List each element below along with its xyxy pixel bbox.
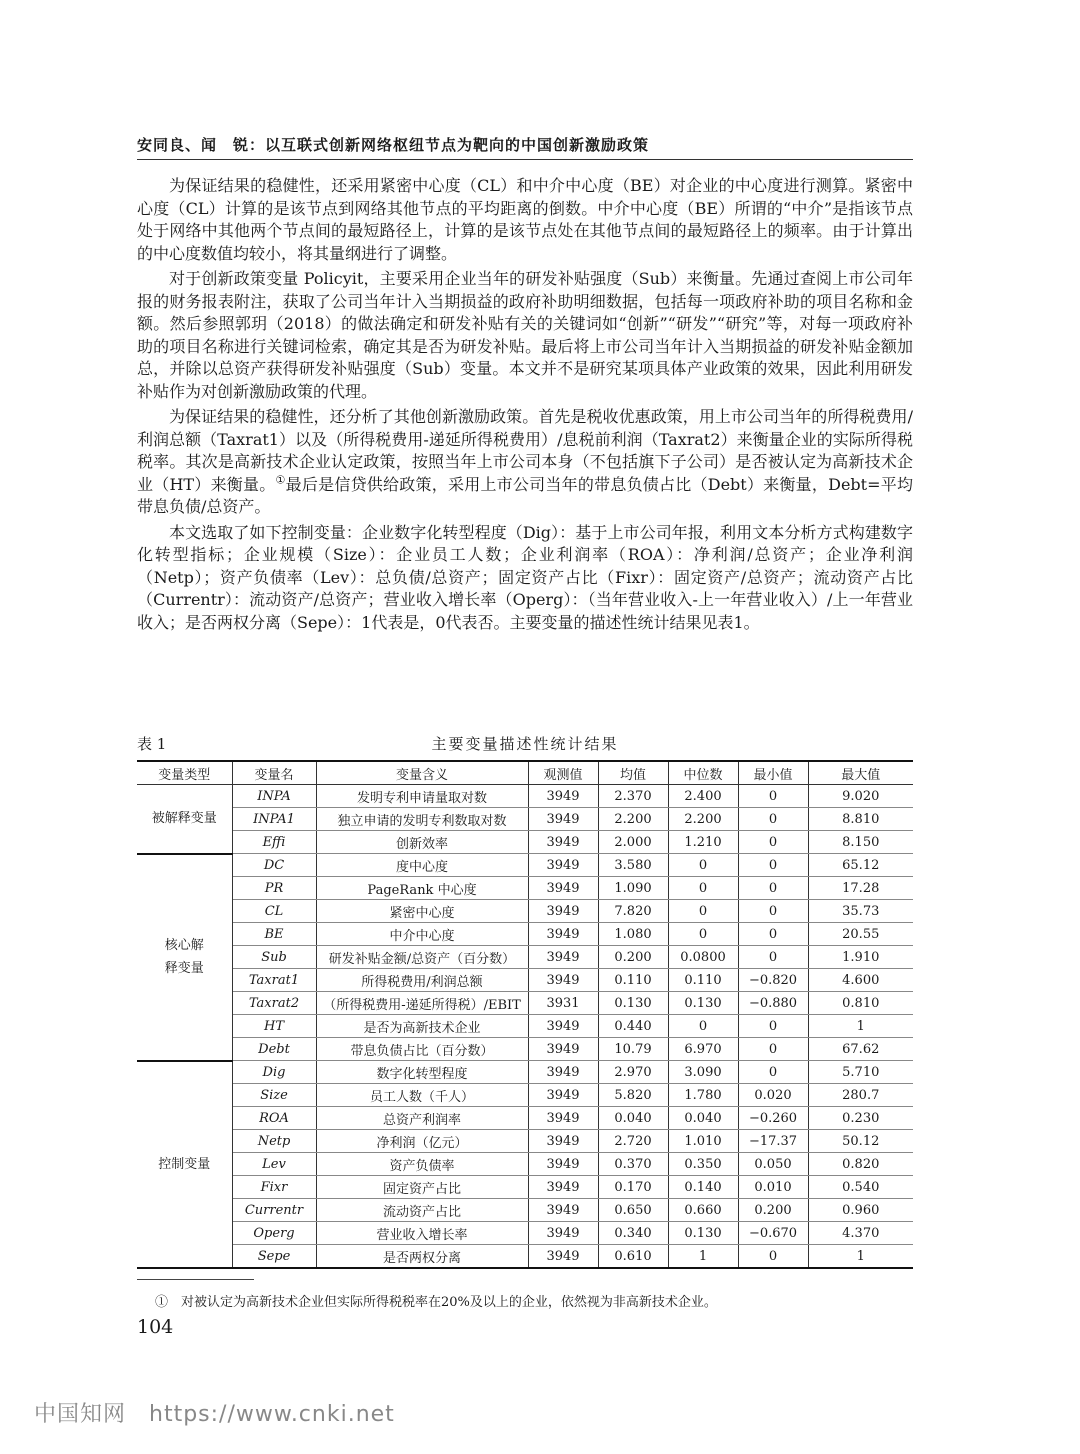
table-row <box>137 785 913 808</box>
stat-cell: 0.0800 <box>668 946 738 969</box>
table-header-row <box>137 761 913 785</box>
stat-cell: 0 <box>738 946 808 969</box>
group-label-cell: 控制变量 <box>137 1061 232 1269</box>
running-header: 安同良、闻 锐：以互联式创新网络枢纽节点为靶向的中国创新激励政策 <box>137 136 650 154</box>
header-rule <box>137 159 913 160</box>
table-row <box>137 1084 913 1107</box>
paragraph-3-text: 为保证结果的稳健性，还分析了其他创新激励政策。首先是税收优惠政策，用上市公司当年的所得税费用/利润总额（Taxrat1）以及（所得税费用-递延所得税费用）/息税前利润（Taxrat2）来衡量企业的实际所得税税率。其次是高新技术企业认定政策，按照当年上市公司本身（不包括旗下子公司）是否被认定为高新技术企业（HT）来衡量。 <box>137 407 913 494</box>
stat-cell: 50.12 <box>808 1130 913 1153</box>
variable-name-cell: INPA1 <box>232 808 316 831</box>
variable-meaning-cell: 员工人数（千人） <box>316 1084 528 1107</box>
variable-name-cell: Sepe <box>232 1245 316 1269</box>
stat-cell: 1.080 <box>598 923 668 946</box>
variable-meaning-cell: 发明专利申请量取对数 <box>316 785 528 808</box>
variable-meaning-cell: 数字化转型程度 <box>316 1061 528 1084</box>
stat-cell: 1 <box>808 1015 913 1038</box>
stat-cell: 0.540 <box>808 1176 913 1199</box>
stat-cell: 3949 <box>528 969 598 992</box>
table-row <box>137 831 913 854</box>
variable-meaning-cell: 所得税费用/利润总额 <box>316 969 528 992</box>
paragraph-3 <box>137 406 913 519</box>
table-row <box>137 1153 913 1176</box>
stat-cell: −17.37 <box>738 1130 808 1153</box>
table-row <box>137 854 913 877</box>
variable-name-cell: Lev <box>232 1153 316 1176</box>
stat-cell: 2.200 <box>598 808 668 831</box>
stat-cell: 7.820 <box>598 900 668 923</box>
table-title-row <box>137 733 913 755</box>
page-number: 104 <box>137 1316 174 1338</box>
stat-cell: 3949 <box>528 1245 598 1269</box>
stat-cell: 8.810 <box>808 808 913 831</box>
stat-cell: 2.000 <box>598 831 668 854</box>
stat-cell: 0.610 <box>598 1245 668 1269</box>
header-cell: 最大值 <box>808 761 913 785</box>
variable-name-cell: DC <box>232 854 316 877</box>
variable-name-cell: Effi <box>232 831 316 854</box>
variable-meaning-cell: 带息负债占比（百分数） <box>316 1038 528 1061</box>
stat-cell: 3949 <box>528 877 598 900</box>
stat-cell: 0.050 <box>738 1153 808 1176</box>
stat-cell: 0.960 <box>808 1199 913 1222</box>
stat-cell: 0.040 <box>668 1107 738 1130</box>
stat-cell: 10.79 <box>598 1038 668 1061</box>
stat-cell: 3949 <box>528 946 598 969</box>
stat-cell: 3949 <box>528 1199 598 1222</box>
stat-cell: 3949 <box>528 831 598 854</box>
stat-cell: 3949 <box>528 1176 598 1199</box>
group-label-cell: 核心解释变量 <box>137 854 232 1061</box>
stat-cell: 3.090 <box>668 1061 738 1084</box>
stat-cell: 1 <box>808 1245 913 1269</box>
header-cell: 变量名 <box>232 761 316 785</box>
stat-cell: 0.170 <box>598 1176 668 1199</box>
stat-cell: 0.130 <box>668 992 738 1015</box>
stat-cell: 0 <box>738 831 808 854</box>
table-row <box>137 1107 913 1130</box>
variable-name-cell: Operg <box>232 1222 316 1245</box>
stat-cell: 0.230 <box>808 1107 913 1130</box>
stat-cell: 1.010 <box>668 1130 738 1153</box>
stat-cell: 5.820 <box>598 1084 668 1107</box>
variable-name-cell: HT <box>232 1015 316 1038</box>
table-row <box>137 808 913 831</box>
variable-name-cell: Size <box>232 1084 316 1107</box>
stat-cell: 0 <box>738 1245 808 1269</box>
stat-cell: 0.130 <box>668 1222 738 1245</box>
stat-cell: 0.110 <box>598 969 668 992</box>
stat-cell: 3949 <box>528 1084 598 1107</box>
stat-cell: 1 <box>668 1245 738 1269</box>
stat-cell: 0.200 <box>738 1199 808 1222</box>
stat-cell: 3931 <box>528 992 598 1015</box>
variable-meaning-cell: 独立申请的发明专利数取对数 <box>316 808 528 831</box>
stat-cell: 280.7 <box>808 1084 913 1107</box>
stat-cell: 3949 <box>528 923 598 946</box>
stat-cell: 0 <box>738 900 808 923</box>
stat-cell: 0.810 <box>808 992 913 1015</box>
stat-cell: 0.440 <box>598 1015 668 1038</box>
variable-meaning-cell: 营业收入增长率 <box>316 1222 528 1245</box>
stat-cell: 3949 <box>528 1015 598 1038</box>
stat-cell: 0 <box>738 923 808 946</box>
stat-cell: 3949 <box>528 1153 598 1176</box>
stat-cell: 0.140 <box>668 1176 738 1199</box>
paragraph-1: 为保证结果的稳健性，还采用紧密中心度（CL）和中介中心度（BE）对企业的中心度进行测算。紧密中心度（CL）计算的是该节点到网络其他节点的平均距离的倒数。中介中心度（BE）所谓的“中介”是指该节点处于网络中其他两个节点间的最短路径上，计算的是该节点处在其他节点间的最短路径上的频率。由于计算出的中心度数值均较小，将其量纲进行了调整。 <box>137 176 913 263</box>
stat-cell: 0.370 <box>598 1153 668 1176</box>
stat-cell: 1.780 <box>668 1084 738 1107</box>
stat-cell: 0 <box>738 785 808 808</box>
stat-cell: 1.090 <box>598 877 668 900</box>
table-row <box>137 992 913 1015</box>
cnki-watermark: 中国知网 https://www.cnki.net <box>34 1402 395 1427</box>
variable-meaning-cell: 是否为高新技术企业 <box>316 1015 528 1038</box>
stat-cell: 6.970 <box>668 1038 738 1061</box>
stat-cell: 0.820 <box>808 1153 913 1176</box>
stat-cell: 2.970 <box>598 1061 668 1084</box>
group-label-cell: 被解释变量 <box>137 785 232 854</box>
stat-cell: 8.150 <box>808 831 913 854</box>
header-cell: 最小值 <box>738 761 808 785</box>
stat-cell: 0.200 <box>598 946 668 969</box>
stat-cell: 67.62 <box>808 1038 913 1061</box>
stat-cell: 3949 <box>528 854 598 877</box>
table-row <box>137 1061 913 1084</box>
variable-meaning-cell: 资产负债率 <box>316 1153 528 1176</box>
header-cell: 均值 <box>598 761 668 785</box>
variable-meaning-cell: 创新效率 <box>316 831 528 854</box>
stat-cell: 3949 <box>528 1107 598 1130</box>
table-caption: 主要变量描述性统计结果 <box>431 735 619 753</box>
variable-name-cell: INPA <box>232 785 316 808</box>
stat-cell: 2.200 <box>668 808 738 831</box>
stat-cell: 2.370 <box>598 785 668 808</box>
stat-cell: 5.710 <box>808 1061 913 1084</box>
stat-cell: 3949 <box>528 900 598 923</box>
table-label: 表 1 <box>137 735 167 753</box>
stat-cell: −0.670 <box>738 1222 808 1245</box>
table-row <box>137 1199 913 1222</box>
table-row <box>137 900 913 923</box>
stat-cell: 3949 <box>528 808 598 831</box>
stat-cell: 0 <box>668 854 738 877</box>
variable-meaning-cell: 研发补贴金额/总资产（百分数） <box>316 946 528 969</box>
stat-cell: 2.400 <box>668 785 738 808</box>
table-row <box>137 1130 913 1153</box>
variable-name-cell: Debt <box>232 1038 316 1061</box>
paragraph-4: 本文选取了如下控制变量：企业数字化转型程度（Dig）：基于上市公司年报，利用文本分析方式构建数字化转型指标；企业规模（Size）：企业员工人数；企业利润率（ROA）：净利润/总资产；企业净利润（Netp）；资产负债率（Lev）：总负债/总资产；固定资产占比（Fixr）：固定资产/总资产；流动资产占比（Currentr）：流动资产/总资产；营业收入增长率（Operg）：（当年营业收入-上一年营业收入）/上一年营业收入；是否两权分离（Sepe）：1代表是，0代表否。主要变量的描述性统计结果见表1。 <box>137 522 913 632</box>
variable-meaning-cell: PageRank 中心度 <box>316 877 528 900</box>
stat-cell: 4.600 <box>808 969 913 992</box>
variable-meaning-cell: 净利润（亿元） <box>316 1130 528 1153</box>
table-row <box>137 1245 913 1269</box>
stat-cell: 0 <box>668 923 738 946</box>
stat-cell: 1.910 <box>808 946 913 969</box>
variable-meaning-cell: 流动资产占比 <box>316 1199 528 1222</box>
stat-cell: 0 <box>738 808 808 831</box>
stat-cell: −0.820 <box>738 969 808 992</box>
footnote-rule <box>137 1279 254 1280</box>
table-row <box>137 969 913 992</box>
variable-meaning-cell: 总资产利润率 <box>316 1107 528 1130</box>
header-cell: 中位数 <box>668 761 738 785</box>
stat-cell: 0.340 <box>598 1222 668 1245</box>
stat-cell: 20.55 <box>808 923 913 946</box>
variable-name-cell: PR <box>232 877 316 900</box>
stat-cell: 3949 <box>528 785 598 808</box>
stat-cell: 35.73 <box>808 900 913 923</box>
header-cell: 变量含义 <box>316 761 528 785</box>
footnote: ① 对被认定为高新技术企业但实际所得税税率在20%及以上的企业，依然视为非高新技术企业。 <box>155 1295 717 1310</box>
stat-cell: 0.020 <box>738 1084 808 1107</box>
stat-cell: 17.28 <box>808 877 913 900</box>
paragraph-3-tail: 最后是信贷供给政策，采用上市公司当年的带息负债占比（Debt）来衡量，Debt=平均带息负债/总资产。 <box>137 474 913 516</box>
variable-meaning-cell: （所得税费用-递延所得税）/EBIT <box>316 992 528 1015</box>
stat-cell: 0 <box>738 854 808 877</box>
variable-name-cell: Fixr <box>232 1176 316 1199</box>
footnote-reference[interactable]: ① <box>275 473 286 487</box>
stat-cell: 0.130 <box>598 992 668 1015</box>
header-cell: 变量类型 <box>137 761 232 785</box>
stat-cell: 0.660 <box>668 1199 738 1222</box>
stat-cell: 0 <box>738 1015 808 1038</box>
stat-cell: 0 <box>668 1015 738 1038</box>
stat-cell: 0.010 <box>738 1176 808 1199</box>
variable-meaning-cell: 度中心度 <box>316 854 528 877</box>
table-row <box>137 877 913 900</box>
stat-cell: 3949 <box>528 1130 598 1153</box>
variable-name-cell: ROA <box>232 1107 316 1130</box>
variable-name-cell: Sub <box>232 946 316 969</box>
stat-cell: 4.370 <box>808 1222 913 1245</box>
variable-name-cell: Taxrat2 <box>232 992 316 1015</box>
stat-cell: 3.580 <box>598 854 668 877</box>
stat-cell: 3949 <box>528 1061 598 1084</box>
variable-meaning-cell: 中介中心度 <box>316 923 528 946</box>
table-row <box>137 1038 913 1061</box>
stat-cell: 0.650 <box>598 1199 668 1222</box>
stat-cell: 0 <box>738 877 808 900</box>
header-cell: 观测值 <box>528 761 598 785</box>
table-row <box>137 1176 913 1199</box>
variable-name-cell: CL <box>232 900 316 923</box>
stat-cell: 0 <box>738 1061 808 1084</box>
variable-meaning-cell: 紧密中心度 <box>316 900 528 923</box>
table-row <box>137 1222 913 1245</box>
descriptive-statistics-table <box>137 760 913 1269</box>
stat-cell: 2.720 <box>598 1130 668 1153</box>
stat-cell: 3949 <box>528 1038 598 1061</box>
paragraph-2: 对于创新政策变量 Policyit，主要采用企业当年的研发补贴强度（Sub）来衡量。先通过查阅上市公司年报的财务报表附注，获取了公司当年计入当期损益的政府补助明细数据，包括每一项政府补助的项目名称和金额。然后参照郭玥（2018）的做法确定和研发补贴有关的关键词如“创新”“研发”“研究”等，对每一项政府补助的项目名称进行关键词检索，确定其是否为研发补贴。最后将上市公司当年计入当期损益的研发补贴金额加总，并除以总资产获得研发补贴强度（Sub）变量。本文并不是研究某项具体产业政策的效果，因此利用研发补贴作为对创新激励政策的代理。 <box>137 269 913 401</box>
stat-cell: 3949 <box>528 1222 598 1245</box>
variable-name-cell: Dig <box>232 1061 316 1084</box>
stat-cell: 9.020 <box>808 785 913 808</box>
stat-cell: 0 <box>668 877 738 900</box>
variable-meaning-cell: 是否两权分离 <box>316 1245 528 1269</box>
stat-cell: 0 <box>668 900 738 923</box>
stat-cell: 0 <box>738 1038 808 1061</box>
table-row <box>137 1015 913 1038</box>
stat-cell: 0.350 <box>668 1153 738 1176</box>
stat-cell: −0.880 <box>738 992 808 1015</box>
variable-meaning-cell: 固定资产占比 <box>316 1176 528 1199</box>
stat-cell: 65.12 <box>808 854 913 877</box>
table-row <box>137 946 913 969</box>
body-text <box>137 175 913 637</box>
stat-cell: 0.040 <box>598 1107 668 1130</box>
stat-cell: 1.210 <box>668 831 738 854</box>
variable-name-cell: Currentr <box>232 1199 316 1222</box>
variable-name-cell: BE <box>232 923 316 946</box>
table-body <box>137 785 913 1269</box>
variable-name-cell: Netp <box>232 1130 316 1153</box>
stat-cell: 0.110 <box>668 969 738 992</box>
variable-name-cell: Taxrat1 <box>232 969 316 992</box>
table-row <box>137 923 913 946</box>
stat-cell: −0.260 <box>738 1107 808 1130</box>
